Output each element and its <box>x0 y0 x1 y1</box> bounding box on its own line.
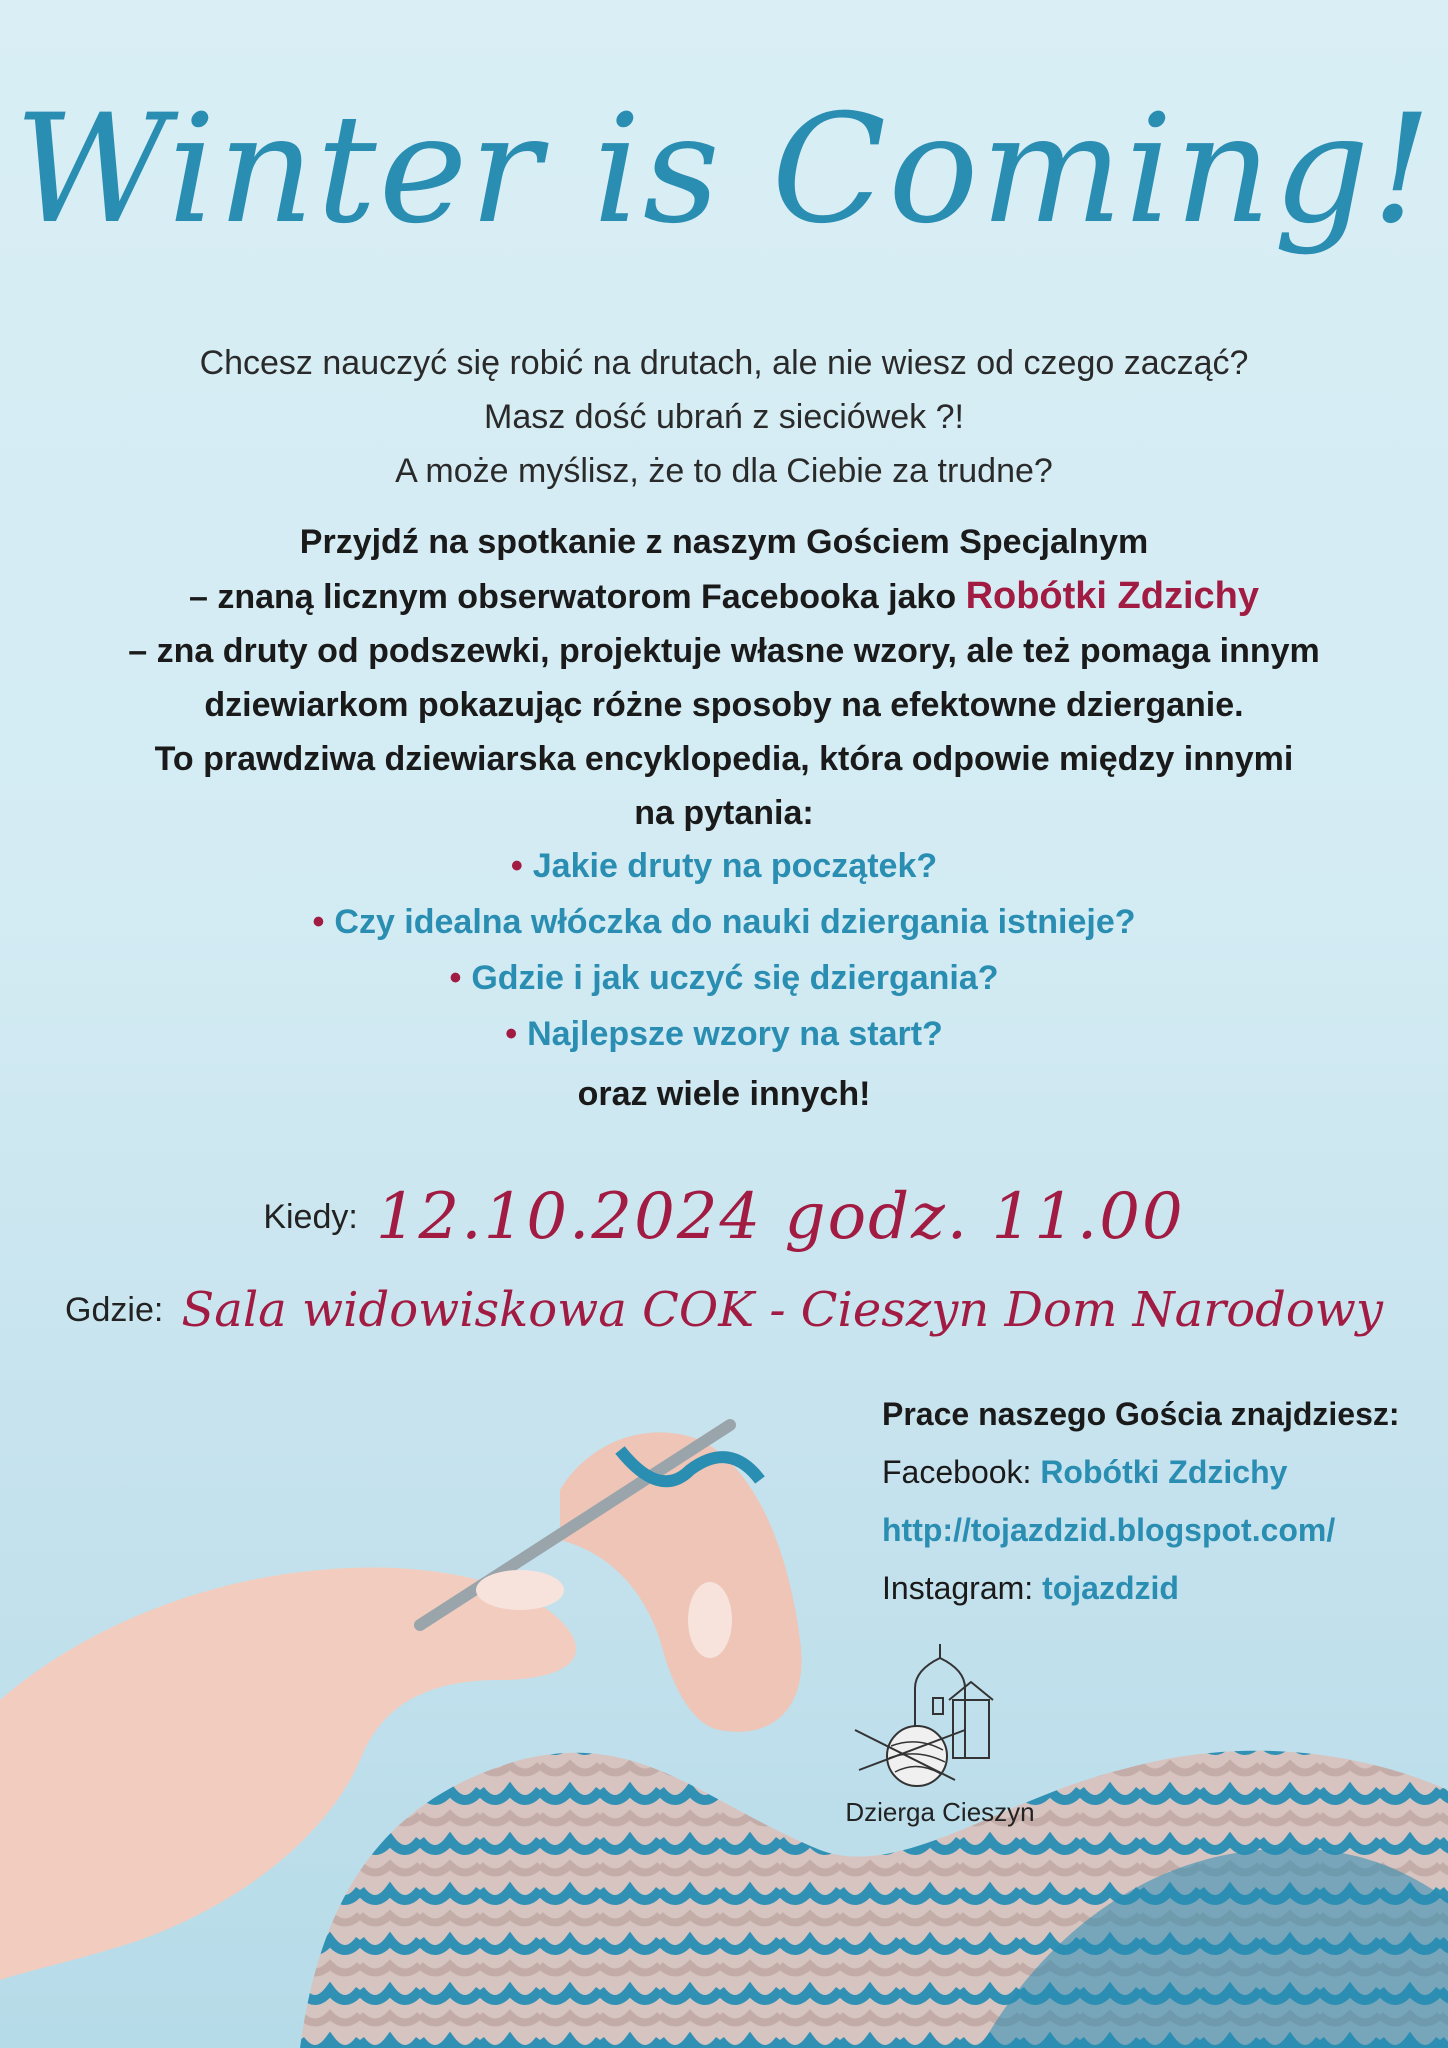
description <box>40 515 1408 840</box>
description-line: To prawdziwa dziewiarska encyklopedia, która odpowie między innymi <box>154 740 1294 778</box>
description-line <box>40 569 1408 624</box>
guest-links-heading: Prace naszego Gościa znajdziesz: <box>882 1396 1400 1432</box>
question-text: Jakie druty na początek? <box>532 847 938 885</box>
blog-link[interactable]: http://tojazdzid.blogspot.com/ <box>882 1512 1336 1548</box>
description-line-prefix: – znaną licznym obserwatorom Facebooka jako <box>188 578 966 616</box>
more-text: oraz wiele innych! <box>577 1075 871 1113</box>
intro-line: A może myślisz, że to dla Ciebie za trudne? <box>395 452 1053 490</box>
facebook-label: Facebook: <box>882 1454 1032 1490</box>
question-text: Gdzie i jak uczyć się dziergania? <box>471 959 999 997</box>
instagram-link[interactable]: tojazdzid <box>1042 1570 1179 1606</box>
list-item <box>0 838 1448 894</box>
list-item <box>0 1006 1448 1062</box>
bullet-icon: • <box>510 847 523 885</box>
guest-name: Robótki Zdzichy <box>965 575 1260 617</box>
bullet-icon: • <box>312 903 325 941</box>
description-line: – zna druty od podszewki, projektuje własne wzory, ale też pomaga innym <box>128 632 1320 670</box>
guest-links <box>882 1385 1442 1617</box>
bullet-icon: • <box>449 959 462 997</box>
when-value: 12.10.2024 godz. 11.00 <box>375 1180 1185 1254</box>
bullet-icon: • <box>505 1015 518 1053</box>
instagram-row <box>882 1559 1442 1617</box>
facebook-row <box>882 1443 1442 1501</box>
question-text: Najlepsze wzory na start? <box>527 1015 943 1053</box>
list-item <box>0 894 1448 950</box>
intro-line: Masz dość ubrań z sieciówek ?! <box>484 398 964 436</box>
list-item <box>0 950 1448 1006</box>
question-text: Czy idealna włóczka do nauki dziergania istnieje? <box>334 903 1136 941</box>
yarn-ball-with-church-icon <box>845 1640 1035 1790</box>
when-label: Kiedy: <box>263 1197 358 1236</box>
instagram-label: Instagram: <box>882 1570 1034 1606</box>
organizer-logo <box>845 1640 1035 1840</box>
description-line: dziewiarkom pokazując różne sposoby na efektowne dzierganie. <box>204 686 1244 724</box>
event-date <box>0 1180 1448 1254</box>
page-title: Winter is Coming! <box>14 83 1434 257</box>
where-label: Gdzie: <box>65 1290 164 1329</box>
description-line: Przyjdź na spotkanie z naszym Gościem Specjalnym <box>299 523 1149 561</box>
intro-text <box>0 336 1448 498</box>
event-location <box>0 1282 1448 1338</box>
facebook-link[interactable]: Robótki Zdzichy <box>1040 1454 1288 1490</box>
logo-text: Dzierga Cieszyn <box>845 1797 1035 1827</box>
question-list <box>0 838 1448 1062</box>
where-value: Sala widowiskowa COK - Cieszyn Dom Narodowy <box>181 1282 1383 1338</box>
intro-line: Chcesz nauczyć się robić na drutach, ale nie wiesz od czego zacząć? <box>199 344 1249 382</box>
description-line: na pytania: <box>634 794 814 832</box>
